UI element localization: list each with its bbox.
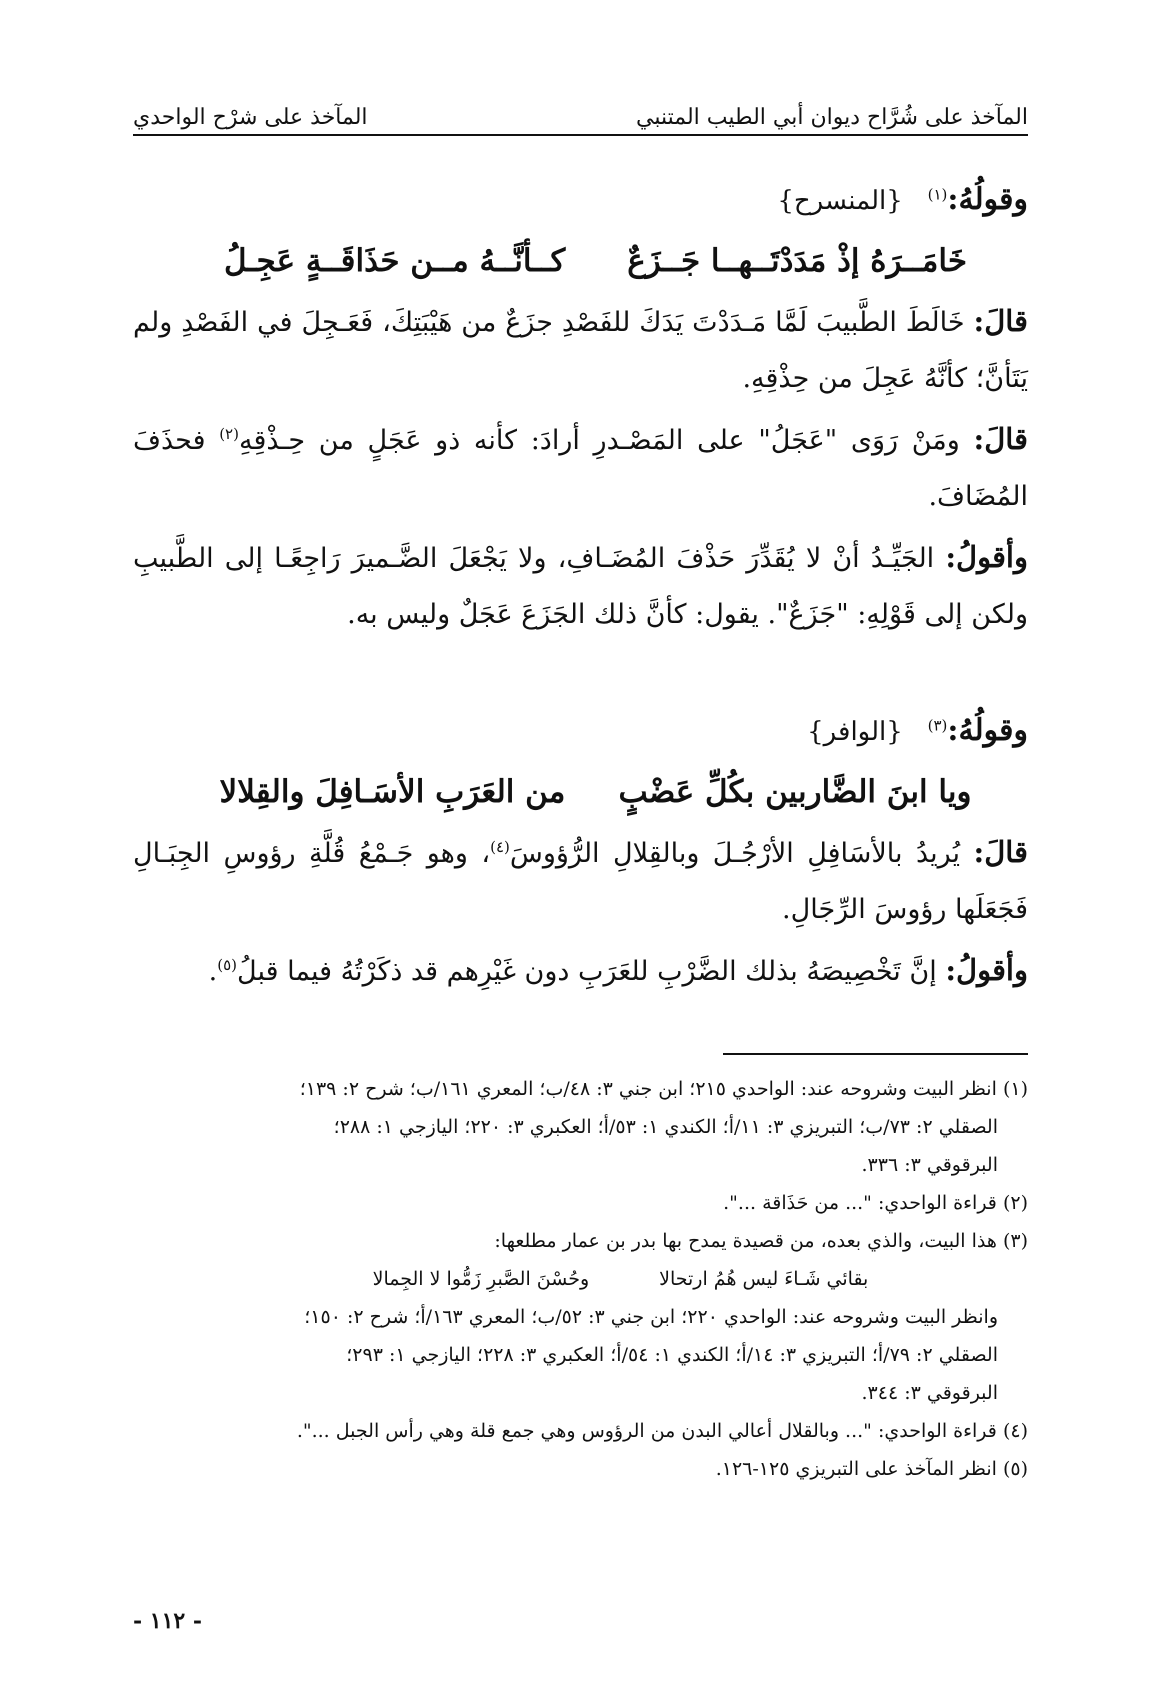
commentary-section-2 <box>133 703 1028 1000</box>
footnote-line: وانظر البيت وشروحه عند: الواحدي ٢٢٠؛ ابن جني ٣: ٥٢/ب؛ المعري ١٦٣/أ؛ شرح ٢: ١٥٠؛ <box>304 1306 998 1328</box>
footnote-ref: (١) <box>927 185 948 204</box>
poem-verse <box>133 764 1028 820</box>
verse-second-hemistich: كــأنَّــهُ مــن حَذَاقَــةٍ عَجِـلُ <box>224 243 566 279</box>
footnote-line: البرقوقي ٣: ٣٣٦. <box>861 1154 998 1176</box>
header-section-title: المآخذ على شرْح الواحدي <box>133 105 368 130</box>
footnote-line: البرقوقي ٣: ٣٤٤. <box>861 1382 998 1404</box>
paragraph-tail: فحذَفَ المُضَافَ. <box>133 425 1028 512</box>
running-header <box>133 86 1028 136</box>
commentary-paragraph <box>133 293 1028 407</box>
footnote-item <box>133 1412 1028 1450</box>
footnote-item <box>133 1070 1028 1184</box>
footnote-number: (٣) <box>1002 1230 1028 1252</box>
footnote-item <box>133 1450 1028 1488</box>
footnote-number: (٢) <box>1002 1192 1028 1214</box>
footnote-verse-first: بقائي شَـاءَ ليس هُمُ ارتحالا <box>659 1268 869 1290</box>
paragraph-text: خَالَطَ الطَّبيبَ لَمَّا مَـدَدْتَ يَدَكَ للفَصْدِ جزَعٌ من هَيْبَتِكَ، فَعَـجِلَ في الفَصْدِ ولم يَتَأنَّ؛ كأنَّهُ عَجِلَ من حِذْقِهِ. <box>133 307 1028 394</box>
verse-intro <box>133 172 1028 229</box>
page-number: - ١١٢ - <box>133 1608 203 1634</box>
footnote-verse <box>133 1260 1028 1298</box>
paragraph-lead: وأقولُ: <box>945 953 1028 987</box>
footnote-ref: (٣) <box>927 716 948 735</box>
main-text <box>133 172 1028 1010</box>
verse-first-hemistich: خَامَــرَهُ إذْ مَدَدْتَــهــا جَــزَعٌ <box>627 243 968 279</box>
paragraph-tail: ، وهو جَـمْعُ قُلَّةِ رؤوسِ الجِبَـالِ فَجَعَلَها رؤوسَ الرِّجَالِ. <box>133 838 1028 925</box>
footnote-number: (٥) <box>1002 1458 1028 1480</box>
paragraph-text: إنَّ تَخْصِيصَهُ بذلك الضَّرْبِ للعَرَبِ دون غَيْرِهم قد ذكَرْتُهُ فيما قبلُ <box>237 956 937 987</box>
verse-first-hemistich: ويا ابنَ الضَّاربين بكُلِّ عَضْبٍ <box>618 774 972 810</box>
footnote-number: (٤) <box>1002 1420 1028 1442</box>
meter-label: {الوافر} <box>807 717 903 747</box>
footnote-line: الصقلي ٢: ٧٩/أ؛ التبريزي ٣: ١٤/أ؛ الكندي ١: ٥٤/أ؛ العكبري ٣: ٢٢٨؛ اليازجي ١: ٢٩٣؛ <box>346 1344 998 1366</box>
footnote-verse-second: وحُسْنَ الصَّبرِ زَمُّوا لا الجِمالا <box>372 1268 590 1290</box>
footnote-line: قراءة الواحدي: "... وبالقلال أعالي البدن من الرؤوس وهي جمع قلة وهي رأس الجبل ...". <box>296 1420 997 1442</box>
verse-intro <box>133 703 1028 760</box>
footnotes <box>133 1070 1028 1488</box>
footnote-line: انظر المآخذ على التبريزي ١٢٥-١٢٦. <box>715 1458 997 1480</box>
footnote-item <box>133 1184 1028 1222</box>
commentary-section-1 <box>133 172 1028 643</box>
footnote-line: هذا البيت، والذي بعده، من قصيدة يمدح بها بدر بن عمار مطلعها: <box>494 1230 997 1252</box>
footnote-number: (١) <box>1002 1078 1028 1100</box>
commentary-paragraph <box>133 942 1028 1000</box>
meter-label: {المنسرح} <box>777 186 903 216</box>
paragraph-text: ومَنْ رَوَى "عَجَلُ" على المَصْـدرِ أرادَ: كأنه ذو عَجَلٍ من حِـذْقِهِ <box>238 425 960 456</box>
paragraph-lead: قالَ: <box>973 304 1028 338</box>
paragraph-text: الجَيِّـدُ أنْ لا يُقَدِّرَ حَذْفَ المُضَـافِ، ولا يَجْعَلَ الضَّـميرَ رَاجِعًـا إلى الطَّبيبِ ولكن إلى قَوْلِهِ: "جَزَعٌ". يقول: كأنَّ ذلك الجَزَعَ عَجَلٌ وليس به. <box>133 543 1028 630</box>
commentary-paragraph <box>133 411 1028 525</box>
footnote-line: انظر البيت وشروحه عند: الواحدي ٢١٥؛ ابن جني ٣: ٤٨/ب؛ المعري ١٦١/ب؛ شرح ٢: ١٣٩؛ <box>299 1078 997 1100</box>
paragraph-lead: وأقولُ: <box>945 540 1028 574</box>
commentary-paragraph <box>133 824 1028 938</box>
verse-second-hemistich: من العَرَبِ الأسَـافِلَ والقِلالا <box>219 774 566 810</box>
paragraph-lead: قالَ: <box>973 422 1028 456</box>
footnote-line: قراءة الواحدي: "... من حَذَاقة ...". <box>723 1192 997 1214</box>
footnote-item <box>133 1222 1028 1412</box>
footnote-ref: (٥) <box>217 956 238 974</box>
paragraph-tail: . <box>208 956 218 987</box>
paragraph-text: يُريدُ بالأسَافِلِ الأرْجُـلَ وبالقِلالِ الرُّؤوسَ <box>509 838 961 869</box>
footnote-ref: (٤) <box>490 838 510 856</box>
header-book-title: المآخذ على شُرَّاح ديوان أبي الطيب المتنبي <box>636 105 1028 130</box>
footnote-divider <box>723 1053 1028 1055</box>
footnote-ref: (٢) <box>219 425 239 443</box>
poem-verse <box>133 233 1028 289</box>
intro-label: وقولُهُ: <box>947 182 1028 217</box>
paragraph-lead: قالَ: <box>973 835 1028 869</box>
commentary-paragraph <box>133 529 1028 643</box>
intro-label: وقولُهُ: <box>947 713 1028 748</box>
footnote-line: الصقلي ٢: ٧٣/ب؛ التبريزي ٣: ١١/أ؛ الكندي ١: ٥٣/أ؛ العكبري ٣: ٢٢٠؛ اليازجي ١: ٢٨٨؛ <box>333 1116 998 1138</box>
